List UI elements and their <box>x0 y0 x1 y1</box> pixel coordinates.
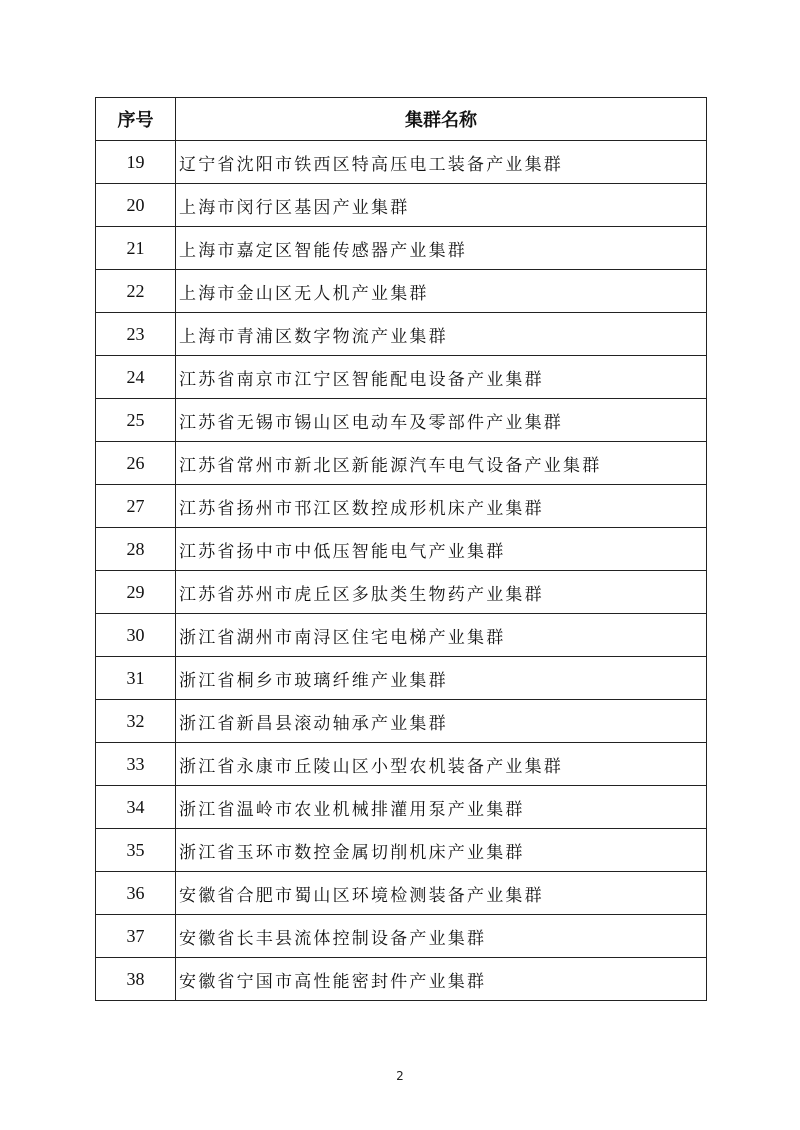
cluster-name: 安徽省合肥市蜀山区环境检测装备产业集群 <box>176 872 707 915</box>
row-number: 24 <box>96 356 176 399</box>
table-row <box>96 829 707 872</box>
row-number: 30 <box>96 614 176 657</box>
cluster-name: 浙江省桐乡市玻璃纤维产业集群 <box>176 657 707 700</box>
cluster-name: 上海市金山区无人机产业集群 <box>176 270 707 313</box>
cluster-name: 江苏省苏州市虎丘区多肽类生物药产业集群 <box>176 571 707 614</box>
cluster-name: 浙江省永康市丘陵山区小型农机装备产业集群 <box>176 743 707 786</box>
table-row <box>96 442 707 485</box>
row-number: 21 <box>96 227 176 270</box>
row-number: 20 <box>96 184 176 227</box>
table-row <box>96 915 707 958</box>
cluster-name: 江苏省扬中市中低压智能电气产业集群 <box>176 528 707 571</box>
cluster-name: 江苏省常州市新北区新能源汽车电气设备产业集群 <box>176 442 707 485</box>
row-number: 23 <box>96 313 176 356</box>
table-row <box>96 614 707 657</box>
cluster-name: 安徽省长丰县流体控制设备产业集群 <box>176 915 707 958</box>
row-number: 35 <box>96 829 176 872</box>
cluster-name: 江苏省扬州市邗江区数控成形机床产业集群 <box>176 485 707 528</box>
row-number: 34 <box>96 786 176 829</box>
cluster-name: 上海市闵行区基因产业集群 <box>176 184 707 227</box>
table-row <box>96 528 707 571</box>
cluster-name: 浙江省温岭市农业机械排灌用泵产业集群 <box>176 786 707 829</box>
cluster-name: 浙江省玉环市数控金属切削机床产业集群 <box>176 829 707 872</box>
table-row <box>96 958 707 1001</box>
cluster-name: 江苏省无锡市锡山区电动车及零部件产业集群 <box>176 399 707 442</box>
row-number: 31 <box>96 657 176 700</box>
table-row <box>96 485 707 528</box>
page-number: 2 <box>396 1069 404 1083</box>
row-number: 33 <box>96 743 176 786</box>
row-number: 19 <box>96 141 176 184</box>
row-number: 32 <box>96 700 176 743</box>
row-number: 36 <box>96 872 176 915</box>
cluster-name: 上海市青浦区数字物流产业集群 <box>176 313 707 356</box>
table-row <box>96 270 707 313</box>
cluster-name: 浙江省新昌县滚动轴承产业集群 <box>176 700 707 743</box>
cluster-name: 浙江省湖州市南浔区住宅电梯产业集群 <box>176 614 707 657</box>
table-row <box>96 399 707 442</box>
cluster-name: 安徽省宁国市高性能密封件产业集群 <box>176 958 707 1001</box>
row-number: 38 <box>96 958 176 1001</box>
row-number: 25 <box>96 399 176 442</box>
row-number: 22 <box>96 270 176 313</box>
table-row <box>96 141 707 184</box>
cluster-table <box>95 97 707 1001</box>
table-row <box>96 743 707 786</box>
table-row <box>96 356 707 399</box>
table-row <box>96 700 707 743</box>
table-header-row <box>96 98 707 141</box>
table-row <box>96 657 707 700</box>
column-header-cluster-name: 集群名称 <box>176 98 707 141</box>
column-header-number: 序号 <box>96 98 176 141</box>
cluster-name: 上海市嘉定区智能传感器产业集群 <box>176 227 707 270</box>
table-row <box>96 313 707 356</box>
table-row <box>96 184 707 227</box>
row-number: 26 <box>96 442 176 485</box>
table-row <box>96 872 707 915</box>
table-row <box>96 786 707 829</box>
table-body <box>96 141 707 1001</box>
table-row <box>96 227 707 270</box>
row-number: 29 <box>96 571 176 614</box>
row-number: 28 <box>96 528 176 571</box>
cluster-name: 江苏省南京市江宁区智能配电设备产业集群 <box>176 356 707 399</box>
row-number: 27 <box>96 485 176 528</box>
table-row <box>96 571 707 614</box>
cluster-name: 辽宁省沈阳市铁西区特高压电工装备产业集群 <box>176 141 707 184</box>
row-number: 37 <box>96 915 176 958</box>
